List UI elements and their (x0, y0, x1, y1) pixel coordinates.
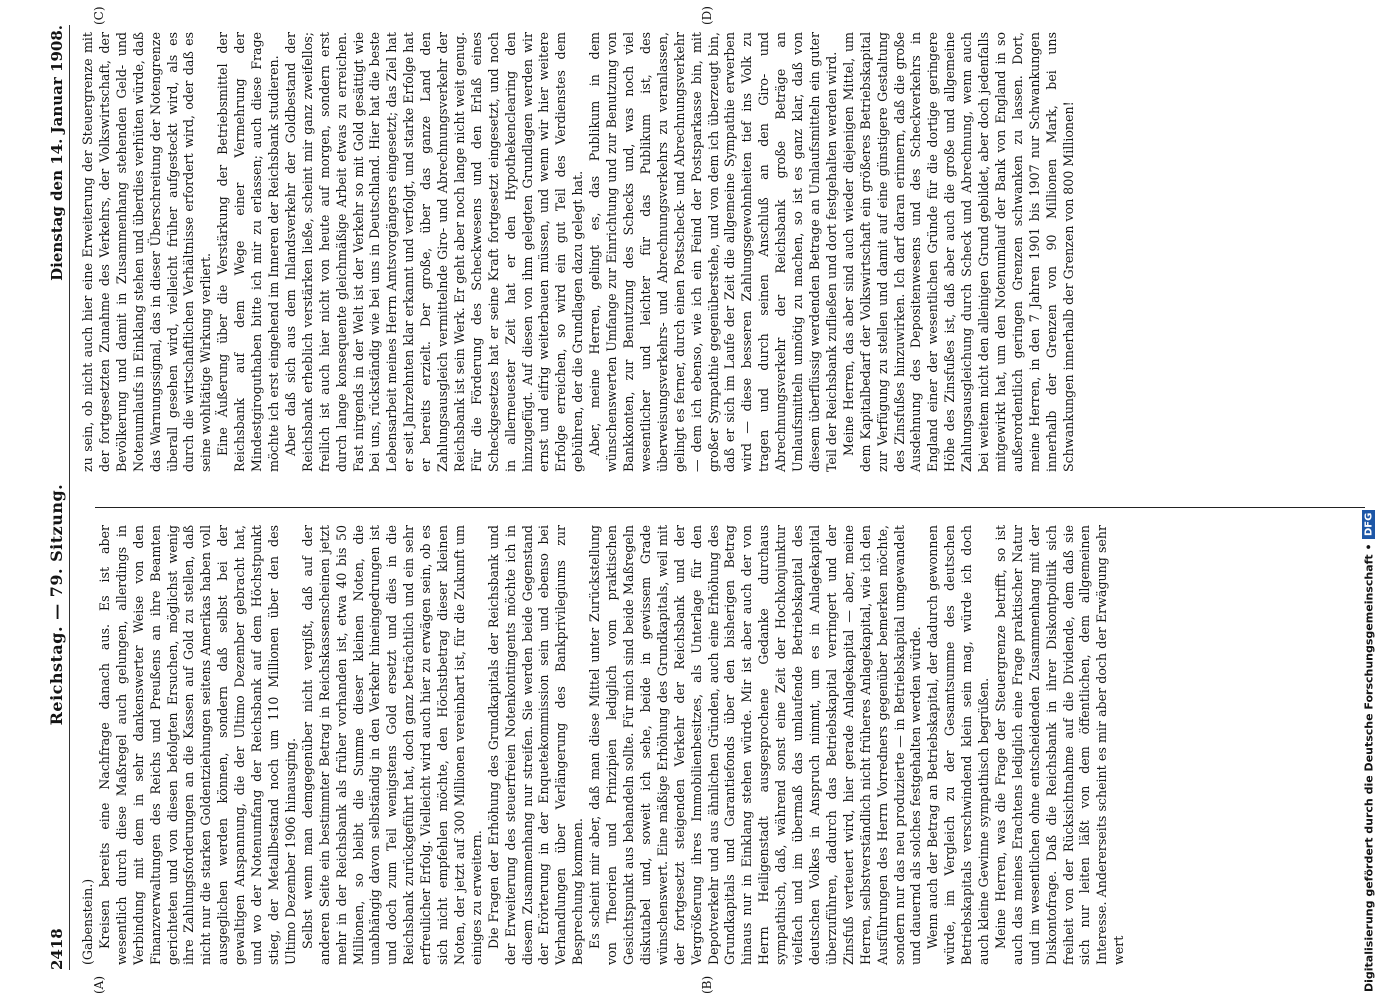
paragraph: Aber, meine Herren, gelingt es, das Publikum in dem wünschenswerten Umfange zur Einrichtung und zur Benutzung von Bankkonten, zur Benutzung des Schecks und, was noch viel wesentlicher und leichter für das Publikum ist, des überweisungsverkehrs- und Abrechnungsverkehrs zu veranlassen, gelingt es ferner, durch einen Postscheck- und Abrechnungsverkehr — dem ich ebenso, wie ich ein Feind der Postsparkasse bin, mit großer Sympathie gegenüberstehe, und von dem ich überzeugt bin, daß er sich im Laufe der Zeit die allgemeine Sympathie erwerben wird — diese besseren Zahlungsgewohnheiten tief ins Volk zu tragen und durch seinen Anschluß an den Giro- und Abrechnungsverkehr der Reichsbank große Beträge an Umlaufsmitteln unnötig zu machen, so ist es ganz klar, daß von diesem überflüssig werdenden Betrage an Umlaufsmitteln ein guter Teil der Reichsbank zufließen und dort festgehalten werden wird. (587, 32, 839, 472)
section-marker-b: (B) (700, 975, 714, 994)
paragraph: Aber daß sich aus dem Inlandsverkehr der Goldbestand der Reichsbank erheblich verstärken ließe, scheint mir ganz zweifellos; freilich ist auch hier nicht von heute auf morgen, sondern erst durch lange konsequente gleichmäßige Arbeit etwas zu erreichen. Fast nirgends in der Welt ist der Verkehr so mit Gold gesättigt wie bei uns, rückständig wie bei uns in Deutschland. Hier hat die beste Lebensarbeit meines Herrn Amtsvorgängers eingesetzt; das Ziel hat er seit Jahrzehnten klar erkannt und verfolgt, und starke Erfolge hat er bereits erzielt. Der große, über das ganze Land den Zahlungsausgleich vermittelnde Giro- und Abrechnungsverkehr der Reichsbank ist sein Werk. Er geht aber noch lange nicht weit genug. Für die Förderung des Scheckwesens und den Erlaß eines Scheckgesetzes hat er seine Kraft fortgesetzt eingesetzt, und noch in allerneuester Zeit hat er den Hypothekenclearing den hinzugefügt. Auf diesen von ihm gelegten Grundlagen werden wir ernst und eifrig weiterbauen müssen, und wenn wir hier weitere Erfolge erreichen, so wird ein gut Teil des Verdienstes dem gebühren, der die Grundlagen dazu gelegt hat. (282, 32, 586, 472)
section-marker-c: (C) (92, 6, 106, 25)
right-column (80, 32, 1077, 472)
paragraph: Es scheint mir aber, daß man diese Mittel unter Zurückstellung von Theorien und Prinzipien lediglich vom praktischen Gesichtspunkt aus behandeln sollte. Für mich sind beide Maßregeln diskutabel und, soweit ich sehe, beide in gewissem Grade wünschenswert. Eine mäßige Erhöhung des Grundkapitals, weil mit der fortgesetzt steigenden Verkehr der Reichsbank und der Vergrößerung ihres Immobilienbesitzes, als Unterlage für den Depotverkehr und aus ähnlichen Gründen, auch eine Erhöhung des Grundkapitals und Garantiefonds über den bisherigen Betrag hinaus nur in Einklang stehen würde. Mir ist aber auch der von Herrn Heiligenstadt ausgesprochene Gedanke durchaus sympathisch, daß, während sonst eine Zeit der Hochkonjunktur vielfach und im übermaß das umlaufende Betriebskapital des deutschen Volkes in Anspruch nimmt, um es in Anlagekapital überzuführen, dadurch das Betriebskapital verringert und der Zinsfuß verteuert wird, hier gerade Anlagekapital — aber, meine Herren, selbstverständlich nicht früheres Anlagekapital, wie ich den Ausführungen des Herrn Vorredners gegenüber bemerken möchte, sondern nur das neu produzierte — in Betriebskapital umgewandelt und dauernd als solches festgehalten werden würde. (587, 525, 924, 965)
paragraph: Meine Herren, was die Frage der Steuergrenze betrifft, so ist auch das meines Erachtens lediglich eine Frage praktischer Natur und im wesentlichen ohne entscheidenden Zusammenhang mit der Diskontofrage. Daß die Reichsbank in ihrer Diskontpolitik sich freiheit von der Rücksichtnahme auf die Dividende, dem daß sie sich nur leiten läßt von dem öffentlichen, dem allgemeinen Interesse. Andererseits scheint es mir aber doch der Erwägung sehr wert (992, 525, 1127, 965)
left-column (80, 525, 1128, 965)
section-marker-d: (D) (700, 6, 714, 25)
digitization-note (1359, 8, 1379, 992)
page-header (30, 25, 70, 970)
speaker-name: (Gabenstein.) (80, 878, 95, 965)
paragraph: Kreisen bereits eine Nachfrage danach aus. Es ist aber wesentlich durch diese Maßregel auch gelungen, allerdings in Verbindung mit dem in sehr dankenswerter Weise von den Finanzverwaltungen des Reichs und Preußens an ihre Beamten gerichteten und von diesen befolgten Ersuchen, möglichst wenig ihre Zahlungsforderungen an die Kassen auf Gold zu stellen, daß nicht nur die starken Goldentziehungen seitens Amerikas haben voll ausgeglichen werden können, sondern daß selbst bei der gewaltigen Anspannung, die der Ultimo Dezember gebracht hat, und wo der Notenumfang der Reichsbank auf dem Höchstpunkt stieg, der Metallbestand noch um 110 Millionen über den des Ultimo Dezember 1906 hinausging. (96, 525, 298, 965)
section-marker-a: (A) (92, 975, 106, 994)
paragraph: zu sein, ob nicht auch hier eine Erweiterung der Steuergrenze mit der fortgesetzten Zunahme des Verkehrs, der Volkswirtschaft, der Bevölkerung und damit in Zusammenhang stehenden Geld- und Notenumlaufs in Einklang stehen und überdies verhüten würde, daß das Warnungssignal, das in dieser Überschreitung der Notengrenze überall gesehen wird, vielleicht früher aufgesteckt wird, als es durch die wirtschaftlichen Verhältnisse erfordert wird, oder daß es seine wohltätige Wirkung verliert. (80, 32, 214, 472)
paragraph: Eine Äußerung über die Verstärkung der Betriebsmittel der Reichsbank auf dem Wege einer Vermehrung der Mindestgiroguthaben bitte ich mir zu erlassen; auch diese Frage möchte ich erst eingehend im Inneren der Reichsbank studieren. (215, 32, 281, 472)
session-date: Dienstag den 14. Januar 1908. (48, 25, 66, 281)
paragraph: Die Fragen der Erhöhung des Grundkapitals der Reichsbank und der Erweiterung des steuerfreien Notenkontingents möchte ich in diesem Zusammenhang nur streifen. Sie werden beide Gegenstand der Erörterung in der Enquetekommission sein und ebenso bei Verhandlungen über Verlängerung des Bankprivilegiums zur Besprechung kommen. (485, 525, 586, 965)
session-title: Reichstag. — 79. Sitzung. (47, 483, 66, 726)
paragraph: Meine Herren, das aber sind auch wieder diejenigen Mittel, um dem Kapitalbedarf der Volkswirtschaft ein größeres Betriebskapital zur Verfügung zu stellen und damit auf eine günstigere Gestaltung des Zinsfußes hinzuwirken. Ich darf daran erinnern, daß die große Ausdehnung des Depositenwesens und des Scheckverkehrs in England einer der wesentlichen Gründe für die dortige geringere Höhe des Zinsfußes ist, daß aber auch die große und allgemeine Zahlungsausgleichung durch Scheck und Abrechnung, wenn auch bei weitem nicht den alleinigen Grund gebildet, aber doch jedenfalls mitgewirkt hat, um den Notenumlauf der Bank von England in so außerordentlich geringen Grenzen schwanken zu lassen. Dort, meine Herren, in den 7 Jahren 1901 bis 1907 nur Schwankungen innerhalb der Grenzen von 90 Millionen Mark, bei uns Schwankungen innerhalb der Grenzen von 800 Millionen! (840, 32, 1076, 472)
dfg-logo: DFG (1363, 510, 1376, 539)
digitization-text: Digitalisierung gefördert durch die Deutsche Forschungsgemeinschaft • (1362, 543, 1376, 992)
paragraph: Selbst wenn man demgegenüber nicht vergißt, daß auf der anderen Seite ein bestimmter Betrag in Reichskassenscheinen jetzt mehr in der Reichsbank als früher vorhanden ist, etwa 40 bis 50 Millionen, so bleibt die Summe dieser kleinen Noten, die unabhängig davon selbständig in den Verkehr hineingedrungen ist und doch zum Teil wenigstens Gold ersetzt und dies in die Reichsbank zurückgeführt hat, doch ganz beträchtlich und ein sehr erfreulicher Erfolg. Vielleicht wird auch hier zu erwägen sein, ob es sich nicht empfehlen möchte, den Höchstbetrag dieser kleinen Noten, der jetzt auf 300 Millionen vereinbart ist, für die Zukunft um einiges zu erweitern. (299, 525, 484, 965)
page-number: 2418 (48, 928, 66, 970)
paragraph: Wenn auch der Betrag an Betriebskapital, der dadurch gewonnen würde, im Vergleich zu der Gesamtsumme des deutschen Betriebskapitals verschwindend klein sein mag, würde ich doch auch kleine Gewinne sympathisch begrüßen. (925, 525, 992, 965)
column-divider (95, 507, 1365, 508)
